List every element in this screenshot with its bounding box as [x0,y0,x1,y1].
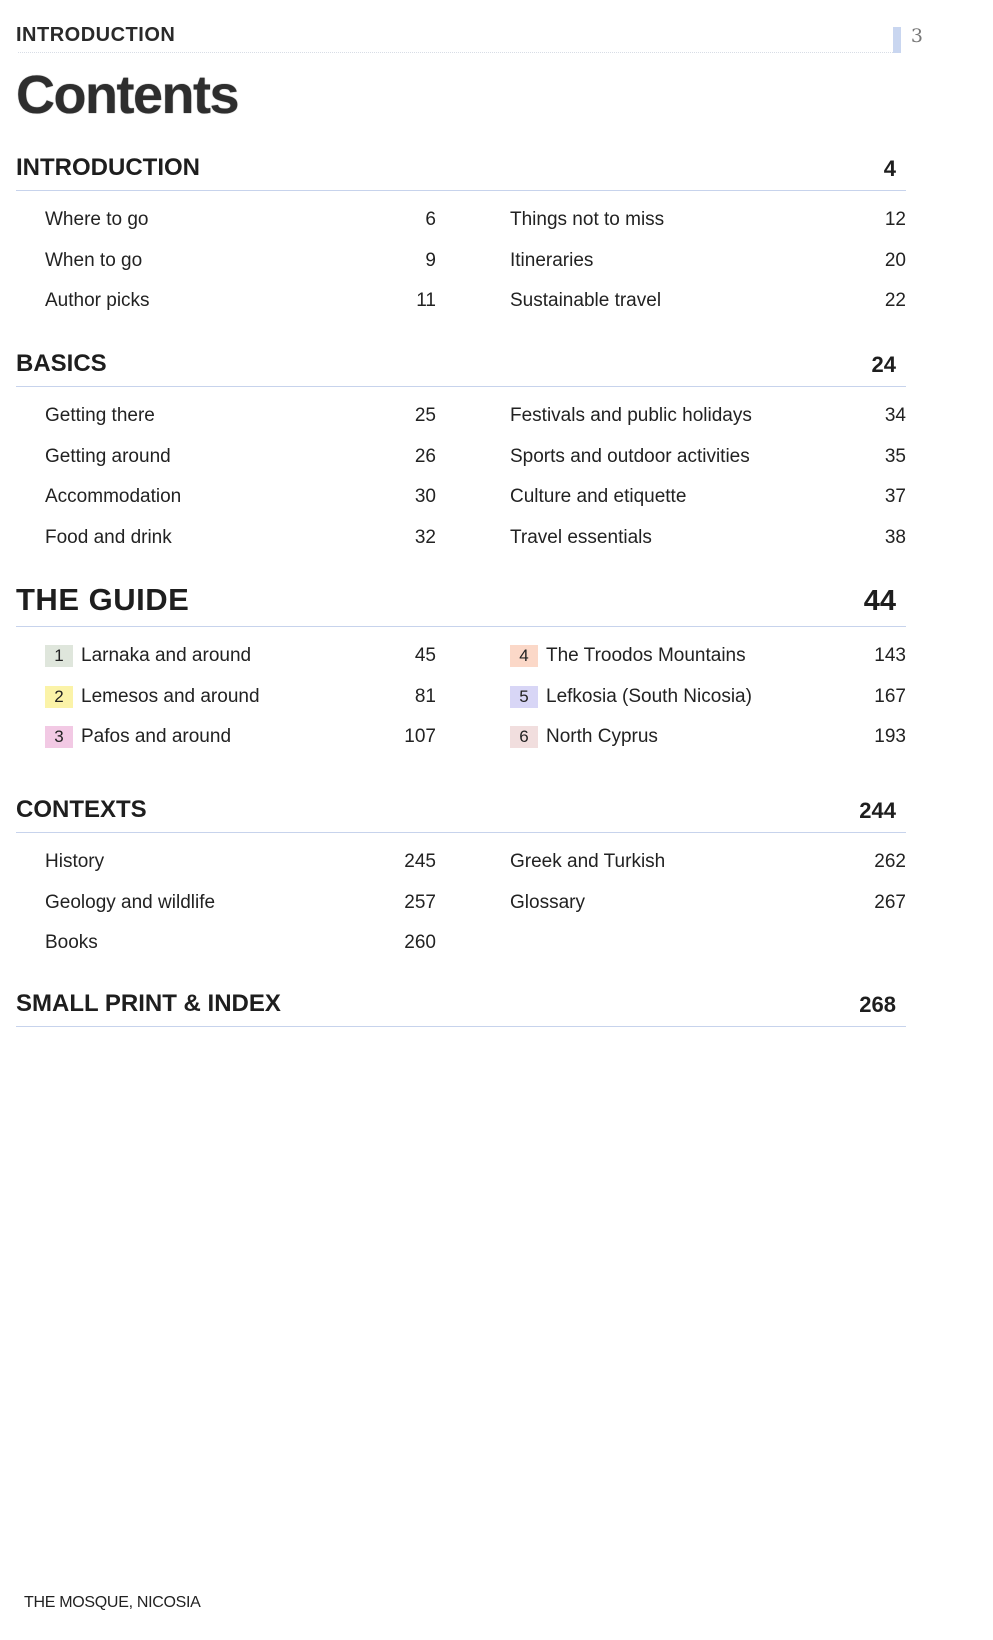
header-rule [18,52,893,53]
page-title: Contents [16,65,238,125]
section-name: BASICS [16,350,107,377]
toc-entry-page: 193 [874,726,906,747]
toc-entry-page: 37 [884,486,906,507]
section-contexts [16,792,906,953]
guide-chapter-entry[interactable] [510,720,920,761]
toc-entry-label: Accommodation [45,486,182,507]
toc-column-right [510,203,920,325]
toc-entry-label: Festivals and public holidays [510,405,752,426]
photo-caption: THE MOSQUE, NICOSIA [24,1594,201,1611]
section-page: 4 [883,156,896,181]
toc-entry-page: 143 [874,645,906,666]
toc-entry[interactable] [510,284,920,325]
toc-entry-label: Sports and outdoor activities [510,445,750,467]
toc-entry-label: Pafos and around [81,726,232,747]
running-header [0,22,993,62]
toc-entry[interactable] [510,440,920,481]
section-name: SMALL PRINT & INDEX [16,990,281,1017]
section-page: 44 [863,585,896,617]
toc-entry-label: Culture and etiquette [510,486,687,507]
toc-entry-label: Food and drink [45,526,172,548]
toc-entry[interactable] [45,521,450,562]
toc-entry-page: 257 [404,891,436,913]
section-introduction [16,150,906,311]
toc-entry-label: Getting around [45,445,171,467]
toc-entry-label: Glossary [510,891,585,913]
toc-entry-page: 267 [874,891,906,913]
toc-entry-label: The Troodos Mountains [546,645,746,666]
toc-entry-page: 25 [414,405,436,426]
toc-entry-page: 81 [414,685,436,707]
toc-entry[interactable] [45,926,450,967]
toc-entry-page: 38 [884,526,906,548]
section-page: 244 [859,798,896,823]
chapter-number-badge: 6 [510,726,538,748]
toc-entry[interactable] [45,244,450,285]
toc-entry[interactable] [510,203,920,244]
section-heading[interactable] [16,986,906,1027]
toc-entry[interactable] [510,886,920,927]
toc-entry-label: Larnaka and around [81,645,252,666]
toc-entry-label: Sustainable travel [510,290,662,311]
chapter-number-badge: 2 [45,686,73,708]
toc-entry[interactable] [45,284,450,325]
guide-chapter-entry[interactable] [45,639,450,680]
toc-entry-page: 30 [414,486,436,507]
guide-chapter-entry[interactable] [45,720,450,761]
section-heading[interactable] [16,582,906,627]
section-small-print-index [16,986,906,1027]
section-name: CONTEXTS [16,796,147,823]
toc-entry-page: 12 [884,209,906,230]
toc-entry-page: 245 [404,851,436,872]
toc-entry[interactable] [45,845,450,886]
running-header-section: INTRODUCTION [16,24,176,46]
toc-entry-label: Travel essentials [510,526,652,548]
toc-column-left [45,203,450,325]
toc-entry-page: 262 [874,851,906,872]
toc-entry-page: 35 [884,445,906,467]
section-heading[interactable] [16,792,906,833]
section-page: 24 [871,352,896,377]
guide-chapter-entry[interactable] [510,680,920,721]
toc-column-right [510,639,920,761]
chapter-number-badge: 1 [45,645,73,667]
guide-chapter-entry[interactable] [510,639,920,680]
section-heading[interactable] [16,346,906,387]
toc-column-right [510,399,920,561]
toc-entry-label: Books [45,932,98,953]
toc-entry-label: Itineraries [510,249,594,271]
toc-entry-page: 9 [425,249,436,271]
toc-entry-page: 260 [404,932,436,953]
toc-entry[interactable] [45,480,450,521]
toc-entry[interactable] [510,480,920,521]
chapter-number-badge: 4 [510,645,538,667]
toc-entry-page: 26 [414,445,436,467]
toc-column-left [45,399,450,561]
toc-entry-page: 20 [884,249,906,271]
guide-chapter-entry[interactable] [45,680,450,721]
section-name: THE GUIDE [16,582,190,617]
header-accent-bar [893,27,901,53]
toc-entry-page: 11 [416,290,436,311]
toc-entry-label: Lefkosia (South Nicosia) [546,685,752,707]
section-page: 268 [859,992,896,1017]
toc-entry-page: 34 [884,405,906,426]
toc-column-right [510,845,920,926]
toc-entry-label: When to go [45,249,143,271]
chapter-number-badge: 5 [510,686,538,708]
toc-entry[interactable] [45,440,450,481]
toc-entry-page: 107 [404,726,436,747]
toc-entry-label: Lemesos and around [81,685,260,707]
toc-entry-page: 167 [874,685,906,707]
toc-entry-label: Geology and wildlife [45,891,216,913]
toc-entry-label: Author picks [45,290,150,311]
section-name: INTRODUCTION [16,154,200,181]
toc-entry[interactable] [510,244,920,285]
toc-entry-label: Things not to miss [510,209,665,230]
toc-column-left [45,639,450,761]
toc-entry-label: History [45,851,105,872]
section-basics [16,346,906,548]
section-the-guide [16,582,906,747]
toc-entry[interactable] [510,521,920,562]
toc-entry[interactable] [45,886,450,927]
toc-entry-label: Where to go [45,209,149,230]
toc-entry-page: 22 [884,290,906,311]
toc-entry-label: North Cyprus [546,726,658,747]
toc-entry-page: 45 [414,645,436,666]
toc-column-left [45,845,450,967]
section-heading[interactable] [16,150,906,191]
toc-entry[interactable] [510,845,920,886]
toc-entry[interactable] [45,203,450,244]
running-header-page-number: 3 [910,25,923,47]
chapter-number-badge: 3 [45,726,73,748]
toc-entry[interactable] [510,399,920,440]
toc-entry-page: 6 [425,209,436,230]
toc-entry-label: Greek and Turkish [510,851,666,872]
toc-entry[interactable] [45,399,450,440]
toc-entry-page: 32 [414,526,436,548]
toc-entry-label: Getting there [45,405,155,426]
